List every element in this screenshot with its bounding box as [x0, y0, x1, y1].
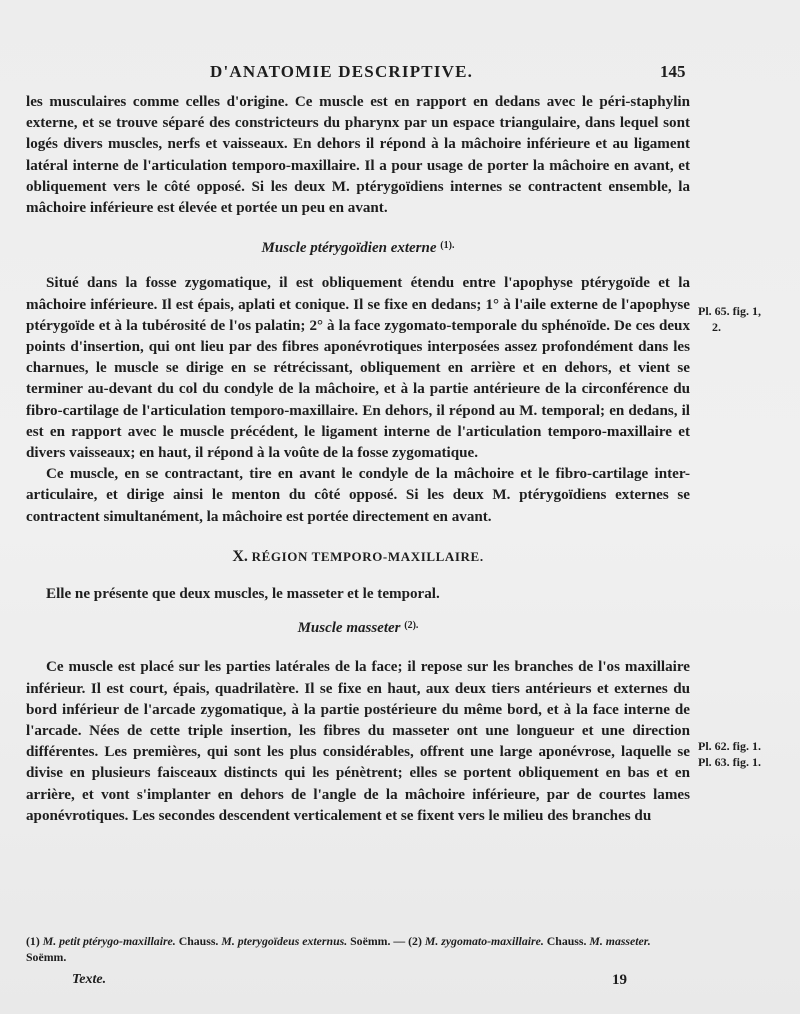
footnote-ref: (1). — [440, 240, 455, 252]
footnote-ref: (2). — [404, 620, 419, 632]
section-heading-masseter — [26, 615, 690, 639]
footnote-synonym: M. petit ptérygo-maxillaire. — [42, 934, 176, 948]
heading-title: Muscle ptérygoïdien externe — [261, 240, 437, 257]
margin-note-line: Pl. 63. fig. 1. — [698, 755, 761, 769]
heading-title: Muscle masseter — [297, 620, 401, 637]
paragraph-pterygoidien-usage: Ce muscle, en se contractant, tire en avant le condyle de la mâchoire et le fibro-cartilage inter-articulaire, et dirige ainsi le menton du côté opposé. Si les deux M. ptérygoïdiens externes se contractent simultanément, la mâchoire est portée directement en avant. — [26, 466, 690, 525]
footnote-author: Soëmm. — [26, 950, 67, 964]
footnote-number: (1) — [26, 934, 40, 948]
footnote-author: Chauss. — [178, 934, 219, 948]
region-label: RÉGION TEMPORO-MAXILLAIRE. — [251, 548, 484, 564]
margin-note-line: Pl. 62. fig. 1. — [698, 739, 761, 753]
footnotes — [26, 933, 690, 965]
page-number: 145 — [660, 62, 686, 81]
section-heading-pterygoidien — [26, 235, 690, 259]
footnote-number: (2) — [408, 934, 422, 948]
region-heading — [26, 546, 690, 568]
footnote-synonym: M. zygomato-maxillaire. — [424, 934, 544, 948]
footnote-synonym: M. masseter. — [589, 934, 651, 948]
signature-label: Texte. — [72, 972, 107, 987]
main-text — [26, 92, 690, 827]
paragraph-masseter-description: Ce muscle est placé sur les parties latérales de la face; il repose sur les branches de l'os maxillaire inférieur. Il est court, épais, quadrilatère. Il se fixe en haut, aux deux tiers antérieurs et externes du bord inférieur de l'arcade zygomatique, à la partie postérieure du même bord, et à la face interne de l'arcade. Nées de cette triple insertion, les fibres du masseter ont une longueur et une direction différentes. Les premières, qui sont les plus considérables, offrent une large aponévrose, laquelle se divise en plusieurs faisceaux distincts qui les pénètrent; elles se portent obliquement en bas et en arrière, et vont s'implanter en dehors de l'angle de la mâchoire inférieure, par de courtes lames aponévrotiques. Les secondes descendent verticalement et se fixent vers le milieu des branches du — [26, 659, 690, 824]
margin-note-line: 2. — [712, 320, 721, 334]
margin-note-plate-ref — [698, 303, 798, 335]
margin-note-line: Pl. 65. fig. 1, — [698, 304, 761, 318]
signature-number: 19 — [612, 972, 627, 988]
paragraph-region-intro: Elle ne présente que deux muscles, le masseter et le temporal. — [46, 586, 440, 603]
page-footer — [0, 972, 800, 994]
running-title: D'ANATOMIE DESCRIPTIVE. — [210, 62, 474, 81]
region-number: X. — [232, 547, 248, 565]
margin-note-plate-ref — [698, 738, 798, 770]
footnote-author: Soëmm. — — [350, 934, 406, 948]
paragraph-pterygoidien-description: Situé dans la fosse zygomatique, il est obliquement étendu entre l'apophyse ptérygoïde et la mâchoire inférieure. Il est épais, aplati et conique. Il se fixe en dedans; 1° à l'aile externe de l'apophyse ptérygoïde et à la tubérosité de l'os palatin; 2° à la face zygomato-temporale du sphénoïde. De ces deux points d'insertion, qui ont lieu par des fibres aponévrotiques interposées assez profondément dans les charnues, le muscle se dirige en se rétrécissant, obliquement en arrière et en dehors, et vient se terminer au-devant du col du condyle de la mâchoire, et à la partie antérieure de la circonférence du fibro-cartilage de l'articulation temporo-maxillaire. En dehors, il répond au M. temporal; en dedans, il est en rapport avec le muscle précédent, le ligament interne de l'articulation temporo-maxillaire et divers vaisseaux; en haut, il répond à la voûte de la fosse zygomatique. — [26, 275, 690, 462]
footnote-synonym: M. pterygoïdeus externus. — [221, 934, 348, 948]
paragraph-continuation: les musculaires comme celles d'origine. Ce muscle est en rapport en dedans avec le péri-staphylin externe, et se trouve séparé des constricteurs du pharynx par un espace triangulaire, dans lequel sont logés divers muscles, nerfs et vaisseaux. En dehors il répond à la mâchoire inférieure et au ligament latéral interne de l'articulation temporo-maxillaire. Il a pour usage de porter la mâchoire en avant, et obliquement vers le côté opposé. Si les deux M. ptérygoïdiens internes se contractent ensemble, la mâchoire inférieure est élevée et portée un peu en avant. — [26, 94, 690, 217]
footnote-author: Chauss. — [546, 934, 587, 948]
page-header — [0, 62, 800, 88]
